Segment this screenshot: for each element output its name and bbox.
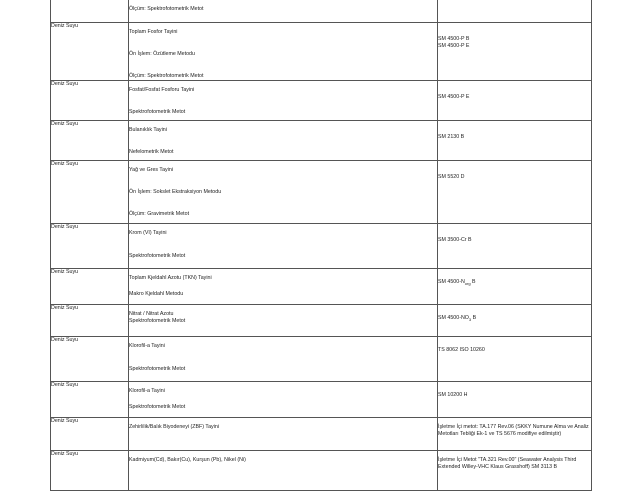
test-line: Bulanıklık Tayini <box>129 127 167 133</box>
test-line: Makro Kjeldahl Metodu <box>129 291 184 297</box>
test-line: Spektrofotometrik Metot <box>129 366 186 372</box>
table-row <box>51 81 592 121</box>
reference-cell <box>438 121 592 161</box>
table-row <box>51 305 592 337</box>
test-line: Spektrofotometrik Metot <box>129 318 186 324</box>
test-cell <box>129 23 438 81</box>
reference-cell <box>438 0 592 23</box>
matrix-cell: Deniz Suyu <box>51 23 129 81</box>
reference-main: SM 4500-N <box>438 279 465 285</box>
reference-line: SM 2130 B <box>438 134 465 140</box>
test-line: Nitrat / Nitrat Azotu <box>129 311 174 317</box>
matrix-cell: Deniz Suyu <box>51 81 129 121</box>
test-cell <box>129 224 438 269</box>
table-row <box>51 0 592 23</box>
test-line: Spektrofotometrik Metot <box>129 253 186 259</box>
test-line: Krom (VI) Tayini <box>129 230 167 236</box>
test-line: Spektrofotometrik Metot <box>129 109 186 115</box>
test-cell <box>129 269 438 305</box>
matrix-cell <box>51 0 129 23</box>
test-line: Zehirlilik/Balık Biyodeneyi (ZBF) Tayini <box>129 424 219 430</box>
reference-suffix: B <box>471 315 477 321</box>
test-line: Ölçüm: Spektrofotometrik Metot <box>129 6 204 12</box>
test-cell <box>129 121 438 161</box>
reference-subscript: 3 <box>468 317 472 323</box>
reference-subscript: org <box>464 281 471 287</box>
reference-cell <box>438 23 592 81</box>
reference-cell <box>438 224 592 269</box>
table-row <box>51 451 592 491</box>
table-row <box>51 224 592 269</box>
reference-line: SM 4500-P E <box>438 43 470 49</box>
matrix-cell: Deniz Suyu <box>51 451 129 491</box>
reference-line <box>438 315 591 322</box>
reference-cell <box>438 337 592 382</box>
reference-suffix: B <box>470 279 476 285</box>
method-scope-table <box>50 0 592 491</box>
table-row <box>51 382 592 418</box>
reference-line: SM 5520 D <box>438 174 465 180</box>
matrix-cell: Deniz Suyu <box>51 337 129 382</box>
reference-line: TS 8062 ISO 10260 <box>438 347 485 353</box>
table-row <box>51 161 592 224</box>
matrix-cell: Deniz Suyu <box>51 418 129 451</box>
test-line: Klorofil-a Tayini <box>129 388 165 394</box>
matrix-cell: Deniz Suyu <box>51 121 129 161</box>
test-cell <box>129 418 438 451</box>
test-cell <box>129 451 438 491</box>
reference-line: SM 3500-Cr B <box>438 237 472 243</box>
reference-cell <box>438 161 592 224</box>
test-line: Spektrofotometrik Metot <box>129 404 186 410</box>
test-line: Ön İşlem: Özütleme Metodu <box>129 51 195 57</box>
reference-cell <box>438 269 592 305</box>
test-line: Kadmiyum(Cd), Bakır(Cu), Kurşun (Pb), Nikel (Ni) <box>129 457 246 463</box>
reference-cell <box>438 382 592 418</box>
table-row <box>51 121 592 161</box>
test-cell <box>129 305 438 337</box>
table-row <box>51 23 592 81</box>
reference-line: SM 4500-P E <box>438 94 470 100</box>
test-line: Ölçüm: Gravimetrik Metot <box>129 211 190 217</box>
table-row <box>51 337 592 382</box>
reference-cell <box>438 81 592 121</box>
test-line: Ölçüm: Spektrofotometrik Metot <box>129 73 204 79</box>
reference-line: İşletme İçi metot: TA.177 Rev.06 (SKKY Numune Alma ve Analiz Metotları Tebliği Ek-1 ve TS 5676 modifiye edilmiştir) <box>438 424 589 437</box>
matrix-cell: Deniz Suyu <box>51 161 129 224</box>
test-cell <box>129 81 438 121</box>
reference-line: İşletme İçi Metot "TA.321 Rev.00" (Seawater Analysis Third Extended Willey-VHC Klaus Grasshoff) SM 3113 B <box>438 457 577 470</box>
test-cell <box>129 161 438 224</box>
matrix-cell: Deniz Suyu <box>51 224 129 269</box>
test-line: Nefelometrik Metot <box>129 149 174 155</box>
test-line: Toplam Fosfor Tayini <box>129 29 178 35</box>
test-line: Ön İşlem: Sokslet Ekstraksiyon Metodu <box>129 189 222 195</box>
reference-cell <box>438 418 592 451</box>
table-row <box>51 418 592 451</box>
matrix-cell: Deniz Suyu <box>51 269 129 305</box>
matrix-cell: Deniz Suyu <box>51 305 129 337</box>
reference-line: SM 4500-P B <box>438 36 470 42</box>
table-body <box>51 0 592 491</box>
reference-line <box>438 279 591 286</box>
reference-main: SM 4500-NO <box>438 315 469 321</box>
reference-line: SM 10200 H <box>438 392 468 398</box>
reference-cell <box>438 305 592 337</box>
test-line: Yağ ve Gres Tayini <box>129 167 173 173</box>
matrix-cell: Deniz Suyu <box>51 382 129 418</box>
test-cell <box>129 337 438 382</box>
test-cell <box>129 0 438 23</box>
reference-cell <box>438 451 592 491</box>
test-line: Fosfat/Fosfat Fosforu Tayini <box>129 87 195 93</box>
test-cell <box>129 382 438 418</box>
table-row <box>51 269 592 305</box>
test-line: Klorofil-a Tayini <box>129 343 165 349</box>
test-line: Toplam Kjeldahl Azotu (TKN) Tayini <box>129 275 212 281</box>
